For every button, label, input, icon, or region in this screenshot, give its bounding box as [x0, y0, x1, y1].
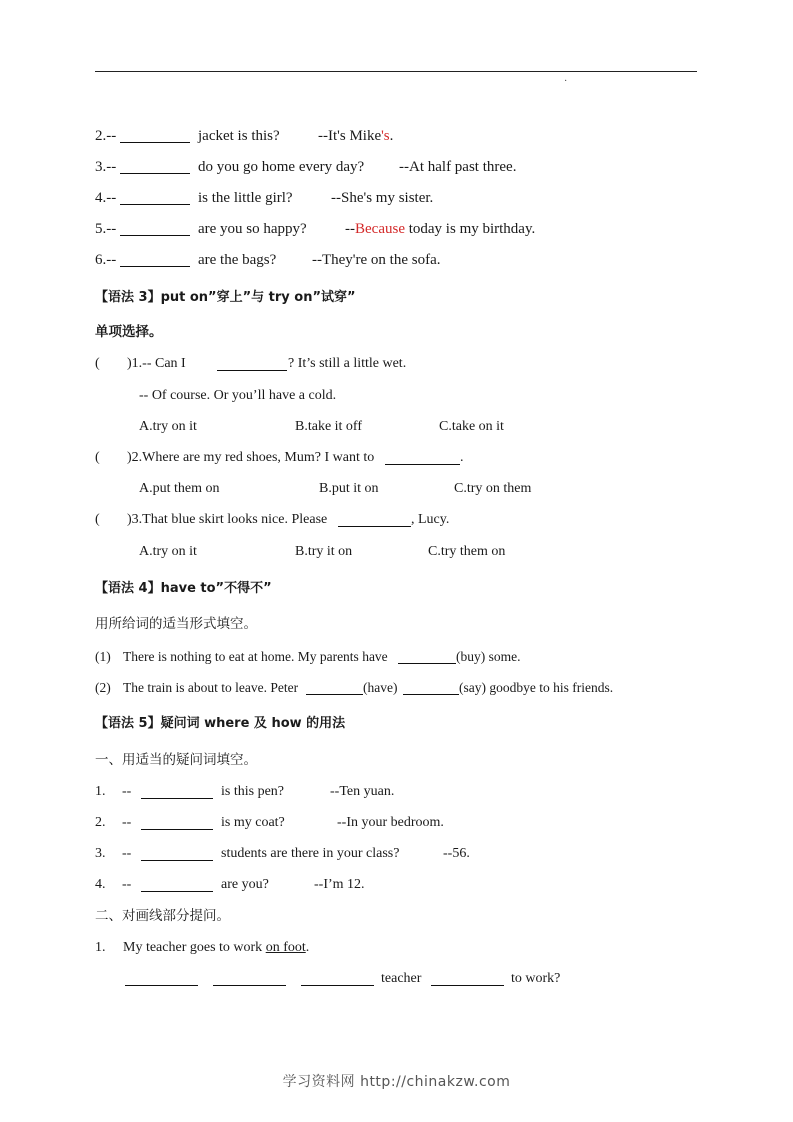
item-text: is my coat?	[221, 815, 285, 830]
answer-word: teacher	[381, 971, 422, 986]
grammar5-section2: 二、对画线部分提问。	[95, 908, 230, 924]
question-text: )1.-- Can I	[127, 356, 186, 371]
question-text: )3.That blue skirt looks nice. Please	[127, 512, 328, 527]
answer-blank[interactable]	[431, 972, 504, 986]
option-c[interactable]: C.try on them	[454, 481, 532, 496]
item-text-end: (buy) some.	[456, 649, 521, 664]
item-text: The train is about to leave. Peter	[123, 680, 299, 695]
item-text: students are there in your class?	[221, 846, 400, 861]
question-text: )2.Where are my red shoes, Mum? I want to	[127, 450, 375, 465]
answer-blank[interactable]	[141, 878, 213, 892]
answer-word: to work?	[511, 971, 561, 986]
dash: --	[122, 846, 132, 861]
item-number: 1.	[95, 940, 106, 955]
option-c[interactable]: C.take on it	[439, 419, 504, 434]
option-c[interactable]: C.try them on	[428, 544, 506, 559]
grammar5-section1: 一、用适当的疑问词填空。	[95, 752, 257, 768]
question-text-end: , Lucy.	[411, 512, 450, 527]
answer-paren: (	[95, 356, 100, 371]
item-number: (1)	[95, 649, 111, 664]
answer-blank[interactable]	[385, 451, 460, 465]
option-b[interactable]: B.take it off	[295, 419, 363, 434]
question-number: 6.--	[95, 252, 117, 268]
answer-blank[interactable]	[141, 785, 213, 799]
question-number: 5.--	[95, 221, 117, 237]
footer-watermark: 学习资料网 http://chinakzw.com	[282, 1074, 511, 1090]
item-number: 2.	[95, 815, 106, 830]
item-answer: --I’m 12.	[314, 877, 365, 892]
option-b[interactable]: B.put it on	[319, 481, 379, 496]
option-a[interactable]: A.try on it	[139, 544, 197, 559]
answer-blank[interactable]	[403, 681, 459, 695]
answer-blank[interactable]	[217, 357, 287, 371]
item-number: 1.	[95, 784, 106, 799]
answer-blank[interactable]	[120, 129, 190, 143]
item-answer: --In your bedroom.	[337, 815, 444, 830]
answer-blank[interactable]	[120, 160, 190, 174]
question-text-end: ? It’s still a little wet.	[288, 356, 407, 371]
grammar3-title: 【语法 3】put on”穿上”与 try on”试穿”	[95, 290, 356, 305]
question-text: jacket is this?	[198, 128, 280, 144]
question-text: is the little girl?	[198, 190, 293, 206]
question-number: 4.--	[95, 190, 117, 206]
answer-blank[interactable]	[141, 816, 213, 830]
answer-blank[interactable]	[306, 681, 363, 695]
item-number: (2)	[95, 680, 111, 695]
question-text: are the bags?	[198, 252, 277, 268]
question-text: are you so happy?	[198, 221, 307, 237]
item-number: 4.	[95, 877, 106, 892]
grammar3-instruction: 单项选择。	[95, 324, 163, 340]
dash: --	[122, 815, 132, 830]
answer-text: --At half past three.	[399, 159, 517, 175]
answer-blank[interactable]	[120, 253, 190, 267]
answer-blank[interactable]	[120, 191, 190, 205]
header-dot: ·	[564, 76, 568, 87]
answer-blank[interactable]	[141, 847, 213, 861]
item-answer: --Ten yuan.	[330, 784, 395, 799]
item-text: are you?	[221, 877, 269, 892]
answer-text: --It's Mike's.	[318, 128, 394, 144]
answer-text: --Because today is my birthday.	[345, 221, 536, 237]
option-b[interactable]: B.try it on	[295, 544, 353, 559]
mc-question-1-line2: -- Of course. Or you’ll have a cold.	[139, 388, 337, 403]
item-text: is this pen?	[221, 784, 284, 799]
question-number: 3.--	[95, 159, 117, 175]
dash: --	[122, 877, 132, 892]
question-number: 2.--	[95, 128, 117, 144]
dash: --	[122, 784, 132, 799]
answer-paren: (	[95, 512, 100, 527]
answer-blank[interactable]	[398, 650, 456, 664]
item-answer: --56.	[443, 846, 470, 861]
item-text: There is nothing to eat at home. My parents have	[123, 649, 388, 664]
item-text-end: (say) goodbye to his friends.	[459, 680, 614, 695]
option-a[interactable]: A.try on it	[139, 419, 197, 434]
answer-blank[interactable]	[120, 222, 190, 236]
item-text: My teacher goes to work on foot.	[123, 940, 310, 955]
underlined-phrase: on foot	[265, 940, 306, 955]
question-text-end: .	[460, 450, 464, 465]
header-rule	[95, 71, 697, 72]
answer-blank[interactable]	[213, 972, 286, 986]
grammar5-title: 【语法 5】疑问词 where 及 how 的用法	[95, 716, 346, 731]
answer-blank[interactable]	[301, 972, 374, 986]
question-text: do you go home every day?	[198, 159, 365, 175]
answer-text: --She's my sister.	[331, 190, 434, 206]
item-text: (have)	[363, 680, 398, 695]
answer-text: --They're on the sofa.	[312, 252, 441, 268]
answer-paren: (	[95, 450, 100, 465]
option-a[interactable]: A.put them on	[139, 481, 220, 496]
item-number: 3.	[95, 846, 106, 861]
answer-blank[interactable]	[338, 513, 411, 527]
grammar4-title: 【语法 4】have to”不得不”	[95, 581, 272, 596]
grammar4-instruction: 用所给词的适当形式填空。	[95, 616, 257, 632]
answer-blank[interactable]	[125, 972, 198, 986]
